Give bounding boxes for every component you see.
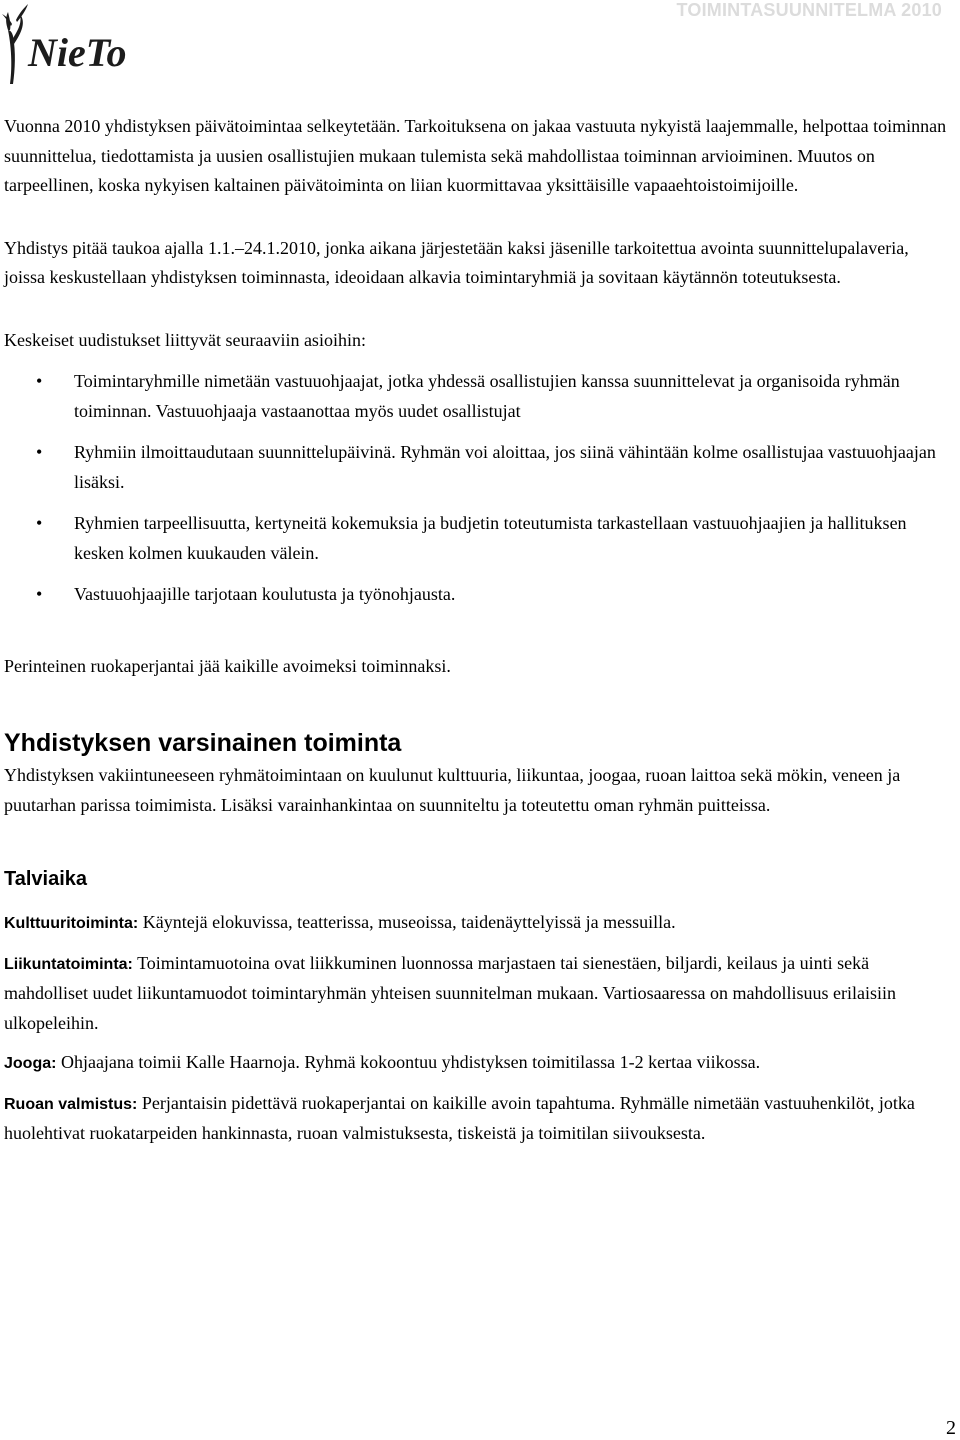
list-item: • Ryhmien tarpeellisuutta, kertyneitä kokemuksia ja budjetin toteutumista tarkastellaan vastuuohjaajien ja hallituksen kesken kolmen kuukauden välein. [4, 509, 950, 568]
document-header-title: TOIMINTASUUNNITELMA 2010 [676, 0, 942, 20]
entry-label: Kulttuuritoiminta: [4, 915, 139, 932]
bullet-icon: • [36, 442, 43, 462]
intro-paragraph-1: Vuonna 2010 yhdistyksen päivätoimintaa selkeytetään. Tarkoituksena on jakaa vastuuta nykyistä laajemmalle, helpottaa toiminnan suunnittelua, tiedottamista ja uusien osallistujien mukaan tulemista sekä mahdollistaa toiminnan arvioiminen. Muutos on tarpeellinen, koska nykyisen kaltainen päivätoiminta on liian kuormittavaa yksittäisille vapaaehtoistoimijoille. [4, 116, 947, 195]
activity-entry: Jooga: Ohjaajana toimii Kalle Haarnoja. Ryhmä kokoontuu yhdistyksen toimitilassa 1-2 kertaa viikossa. [4, 1052, 761, 1072]
activity-entry: Ruoan valmistus: Perjantaisin pidettävä ruokaperjantai on kaikille avoin tapahtuma. Ryhmälle nimetään vastuuhenkilöt, jotka huolehtivat ruokatarpeiden hankinnasta, ruoan valmistuksesta, tiskeistä ja toimitilan siivouksesta. [4, 1092, 915, 1143]
page-number: 2 [946, 1417, 956, 1439]
list-item: • Vastuuohjaajille tarjotaan koulutusta ja työnohjausta. [4, 580, 950, 610]
list-item: • Ryhmiin ilmoittaudutaan suunnittelupäivinä. Ryhmän voi aloittaa, jos siinä vähintään kolme osallistujaa vastuuohjaajan lisäksi. [4, 438, 950, 497]
activity-entry: Kulttuuritoiminta: Käyntejä elokuvissa, teatterissa, museoissa, taidenäyttelyissä ja messuilla. [4, 912, 676, 932]
entry-label: Ruoan valmistus: [4, 1095, 138, 1113]
bullet-icon: • [36, 513, 43, 533]
section-paragraph: Yhdistyksen vakiintuneeseen ryhmätoimintaan on kuulunut kulttuuria, liikuntaa, joogaa, ruoan laittoa sekä mökin, veneen ja puutarhan parissa toimimista. Lisäksi varainhankintaa on suunniteltu ja toteutettu oman ryhmän puitteissa. [4, 765, 901, 815]
activity-entry: Liikuntatoiminta: Toimintamuotoina ovat liikkuminen luonnossa marjastaen tai sienestäen, biljardi, keilaus ja uinti sekä mahdolliset uudet liikuntamuodot toimintaryhmän yhteisen suunnitelman mukaan. Vartiosaaressa on mahdollisuus erilaisiin ulkopeleihin. [4, 952, 897, 1033]
winter-heading: Talviaika [4, 868, 88, 890]
logo-text: NieTo [28, 30, 127, 75]
intro-paragraph-4: Perinteinen ruokaperjantai jää kaikille avoimeksi toiminnaksi. [4, 655, 451, 676]
bullet-icon: • [36, 371, 43, 391]
entry-label: Jooga: [4, 1055, 57, 1072]
intro-paragraph-3: Keskeiset uudistukset liittyvät seuraaviin asioihin: [4, 329, 366, 350]
bullet-icon: • [36, 584, 43, 604]
list-item: • Toimintaryhmille nimetään vastuuohjaajat, jotka yhdessä osallistujien kanssa suunnittelevat ja organisoida ryhmän toiminnan. Vastuuohjaaja vastaanottaa myös uudet osallistujat [4, 367, 950, 426]
logo [2, 0, 127, 86]
entry-label: Liikuntatoiminta: [4, 955, 133, 973]
section-heading: Yhdistyksen varsinainen toiminta [4, 729, 402, 757]
document-body [4, 112, 950, 1159]
reform-list [4, 367, 950, 610]
intro-paragraph-2: Yhdistys pitää taukoa ajalla 1.1.–24.1.2010, jonka aikana järjestetään kaksi jäsenille tarkoitettua avointa suunnittelupalaveria, joissa keskustellaan yhdistyksen toiminnasta, ideoidaan alkavia toimintaryhmiä ja sovitaan käytännön toteutuksesta. [4, 237, 909, 287]
